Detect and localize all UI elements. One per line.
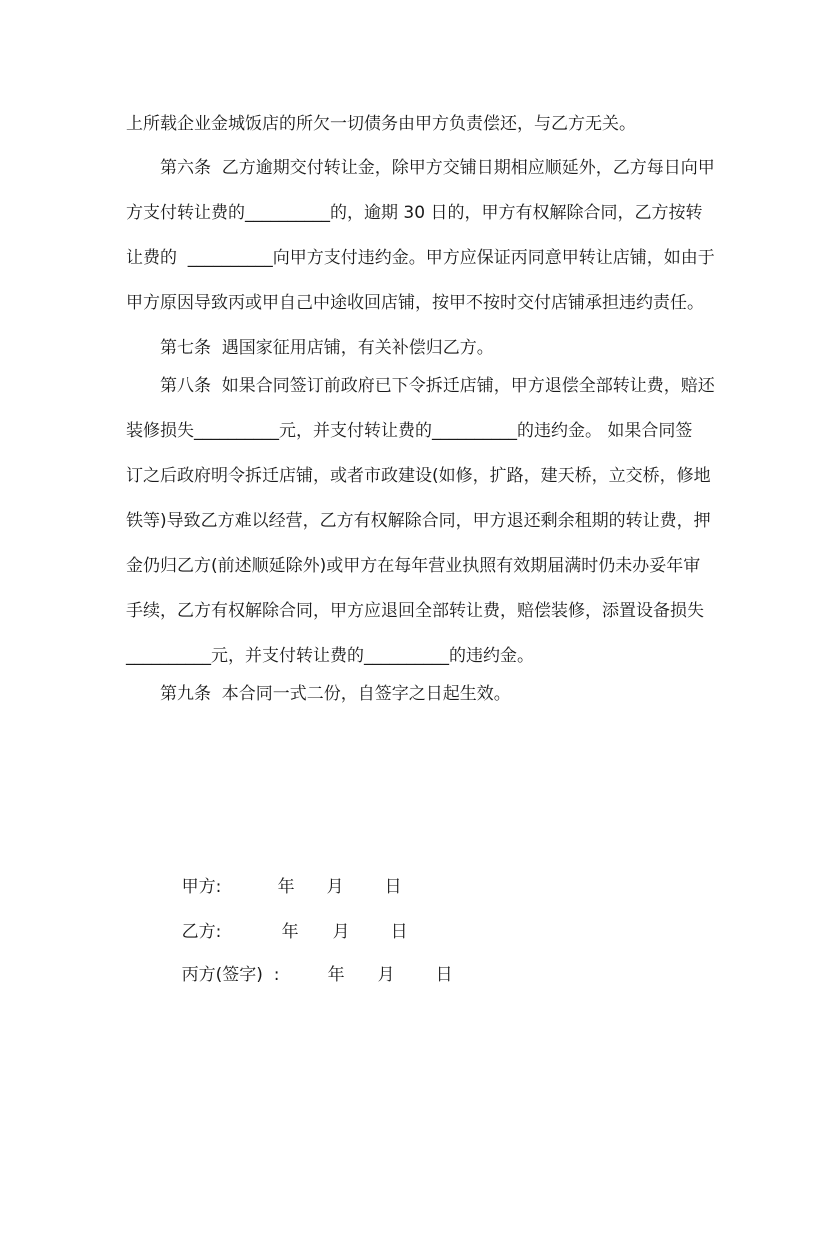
month-label: 月: [332, 922, 350, 942]
text-line: 上所载企业金城饭店的所欠一切债务由甲方负责偿还，与乙方无关。: [126, 114, 636, 134]
month-label: 月: [377, 965, 395, 985]
text-line: 铁等)导致乙方难以经营，乙方有权解除合同，甲方退还剩余租期的转让费，押: [126, 511, 711, 531]
article-6: [126, 146, 715, 326]
text-line: 第九条 本合同一式二份，自签字之日起生效。: [160, 684, 511, 704]
month-label: 月: [326, 877, 344, 897]
signature-party-c: [160, 939, 453, 1011]
article-9: [126, 672, 706, 717]
watermark-bottom: [438, 1024, 703, 1246]
text-line: 甲方原因导致丙或甲自己中途收回店铺，按甲不按时交付店铺承担违约责任。: [126, 293, 704, 313]
day-label: 日: [390, 922, 408, 942]
text-line: 第八条 如果合同签订前政府已下令拆迁店铺，甲方退偿全部转让费，赔还: [160, 376, 715, 396]
text-line: 金仍归乙方(前述顺延除外)或甲方在每年营业执照有效期届满时仍未办妥年审: [126, 556, 701, 576]
party-label: 乙方:: [181, 922, 222, 942]
year-label: 年: [327, 965, 345, 985]
day-label: 日: [435, 965, 453, 985]
text-line: 第七条 遇国家征用店铺，有关补偿归乙方。: [160, 338, 494, 358]
text-line: 订之后政府明令拆迁店铺，或者市政建设(如修，扩路，建天桥，立交桥，修地: [126, 466, 711, 486]
paragraph-continuation: [126, 102, 706, 147]
day-label: 日: [384, 877, 402, 897]
text-line: 让费的 __________向甲方支付违约金。甲方应保证丙同意甲转让店铺，如由于: [126, 248, 715, 268]
party-label: 丙方(签字) :: [181, 965, 280, 985]
article-8: [126, 364, 715, 679]
text-line: 第六条 乙方逾期交付转让金，除甲方交铺日期相应顺延外，乙方每日向甲: [160, 158, 715, 178]
year-label: 年: [281, 922, 299, 942]
year-label: 年: [277, 877, 295, 897]
text-line: 方支付转让费的__________的，逾期 30 日的，甲方有权解除合同，乙方按转: [126, 203, 703, 223]
text-line: 手续，乙方有权解除合同，甲方应退回全部转让费，赔偿装修，添置设备损失: [126, 601, 704, 621]
text-line: __________元，并支付转让费的__________的违约金。: [126, 646, 534, 666]
text-line: 装修损失__________元，并支付转让费的__________的违约金。 如果合同签: [126, 421, 693, 441]
party-label: 甲方:: [181, 877, 222, 897]
